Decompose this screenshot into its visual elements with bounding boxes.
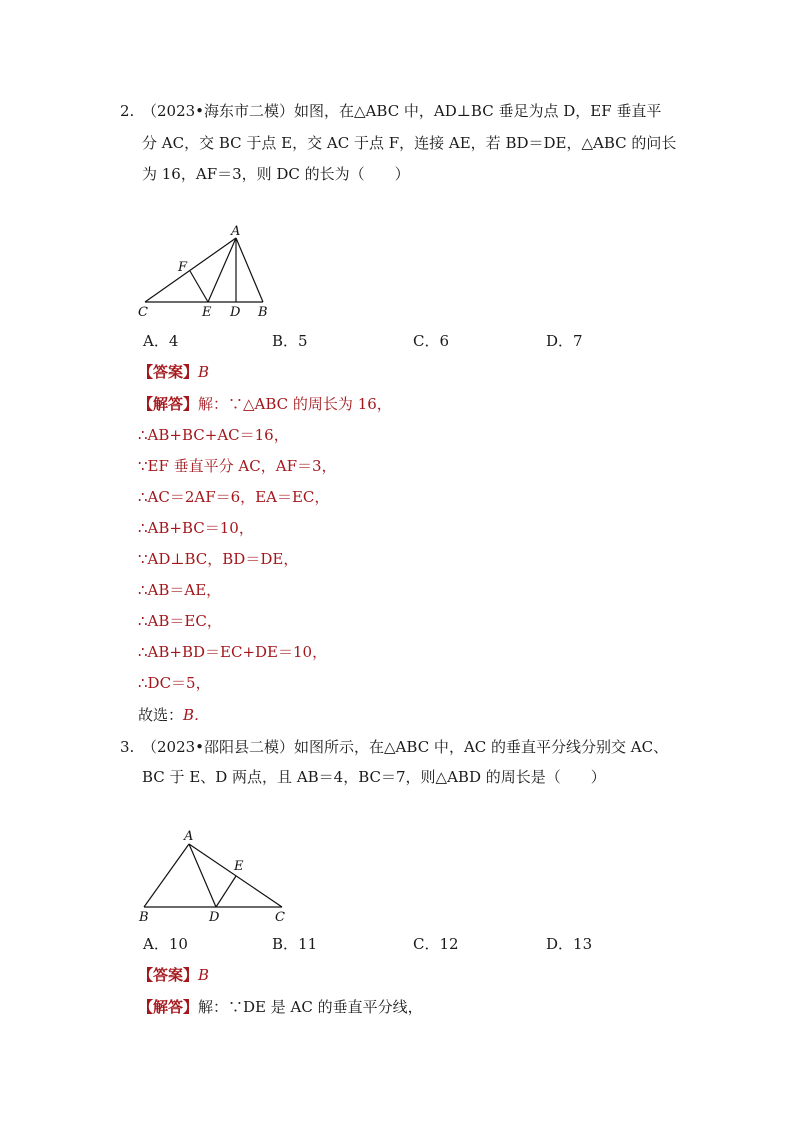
- solution-label: 【解答】: [138, 395, 199, 413]
- solution-text: 解：∵△ABC 的周长为 16，: [198, 395, 392, 413]
- label-b: B: [258, 305, 268, 320]
- answer-value: B: [198, 363, 210, 381]
- question-3-solution-line-1: [138, 997, 423, 1017]
- question-2-conclusion: [138, 705, 209, 725]
- segment-ab: [236, 238, 263, 302]
- question-2-stem-line-1: （2023•海东市二模）如图，在△ABC 中，AD⊥BC 垂足为点 D，EF 垂直平: [142, 102, 662, 120]
- question-2-option-d: D．7: [546, 332, 583, 350]
- question-2-solution-line-9: ∴AB+BD＝EC+DE＝10，: [138, 643, 328, 661]
- question-2-solution-line-6: ∵AD⊥BC，BD＝DE，: [138, 550, 299, 568]
- question-2-answer: [138, 362, 209, 382]
- label-a: A: [184, 829, 194, 844]
- conclusion-prefix: 故选：: [138, 706, 184, 724]
- question-2-solution-line-1: [138, 394, 392, 414]
- label-e: E: [234, 859, 244, 874]
- question-2-option-a: A．4: [143, 332, 179, 350]
- segment-de: [216, 876, 236, 907]
- answer-value: B: [198, 966, 210, 984]
- question-2-number: 2.: [120, 102, 135, 120]
- question-2-option-c: C．6: [413, 332, 450, 350]
- label-a: A: [231, 224, 241, 239]
- question-3-option-b: B．11: [272, 935, 318, 953]
- label-f: F: [178, 260, 188, 275]
- question-2-solution-line-4: ∴AC＝2AF＝6，EA＝EC，: [138, 488, 330, 506]
- segment-ba: [144, 844, 189, 907]
- question-2-option-b: B．5: [272, 332, 308, 350]
- question-2-solution-line-2: ∴AB+BC+AC＝16，: [138, 426, 289, 444]
- question-2-stem-line-3: 为 16，AF＝3，则 DC 的长为（ ）: [142, 165, 410, 183]
- solution-text: 解：∵DE 是 AC 的垂直平分线，: [198, 998, 423, 1016]
- question-2-solution-line-10: ∴DC＝5，: [138, 674, 211, 692]
- question-2-solution-line-3: ∵EF 垂直平分 AC，AF＝3，: [138, 457, 337, 475]
- label-c: C: [138, 305, 148, 320]
- solution-label: 【解答】: [138, 998, 199, 1016]
- question-3-option-d: D．13: [546, 935, 593, 953]
- label-e: E: [202, 305, 212, 320]
- label-b: B: [139, 910, 149, 925]
- question-2-figure: [130, 220, 290, 325]
- question-3-number: 3.: [120, 738, 135, 756]
- question-2-solution-line-5: ∴AB+BC＝10，: [138, 519, 254, 537]
- question-3-stem-line-2: BC 于 E、D 两点，且 AB＝4，BC＝7，则△ABD 的周长是（ ）: [142, 768, 606, 786]
- question-3-answer: [138, 965, 209, 985]
- question-2-solution-line-7: ∴AB＝AE，: [138, 581, 222, 599]
- answer-label: 【答案】: [138, 363, 199, 381]
- question-3-option-a: A．10: [143, 935, 188, 953]
- label-c: C: [275, 910, 285, 925]
- question-2-solution-line-8: ∴AB＝EC，: [138, 612, 222, 630]
- question-3-option-c: C．12: [413, 935, 459, 953]
- answer-label: 【答案】: [138, 966, 199, 984]
- question-3-figure: [130, 822, 300, 927]
- label-d: D: [230, 305, 241, 320]
- question-3-stem-line-1: （2023•邵阳县二模）如图所示，在△ABC 中，AC 的垂直平分线分别交 AC、: [142, 738, 669, 756]
- question-2-stem-line-2: 分 AC，交 BC 于点 E，交 AC 于点 F，连接 AE，若 BD＝DE，△ABC 的问长: [142, 134, 677, 152]
- segment-ef: [190, 271, 208, 302]
- label-d: D: [209, 910, 220, 925]
- conclusion-answer: B．: [183, 706, 210, 724]
